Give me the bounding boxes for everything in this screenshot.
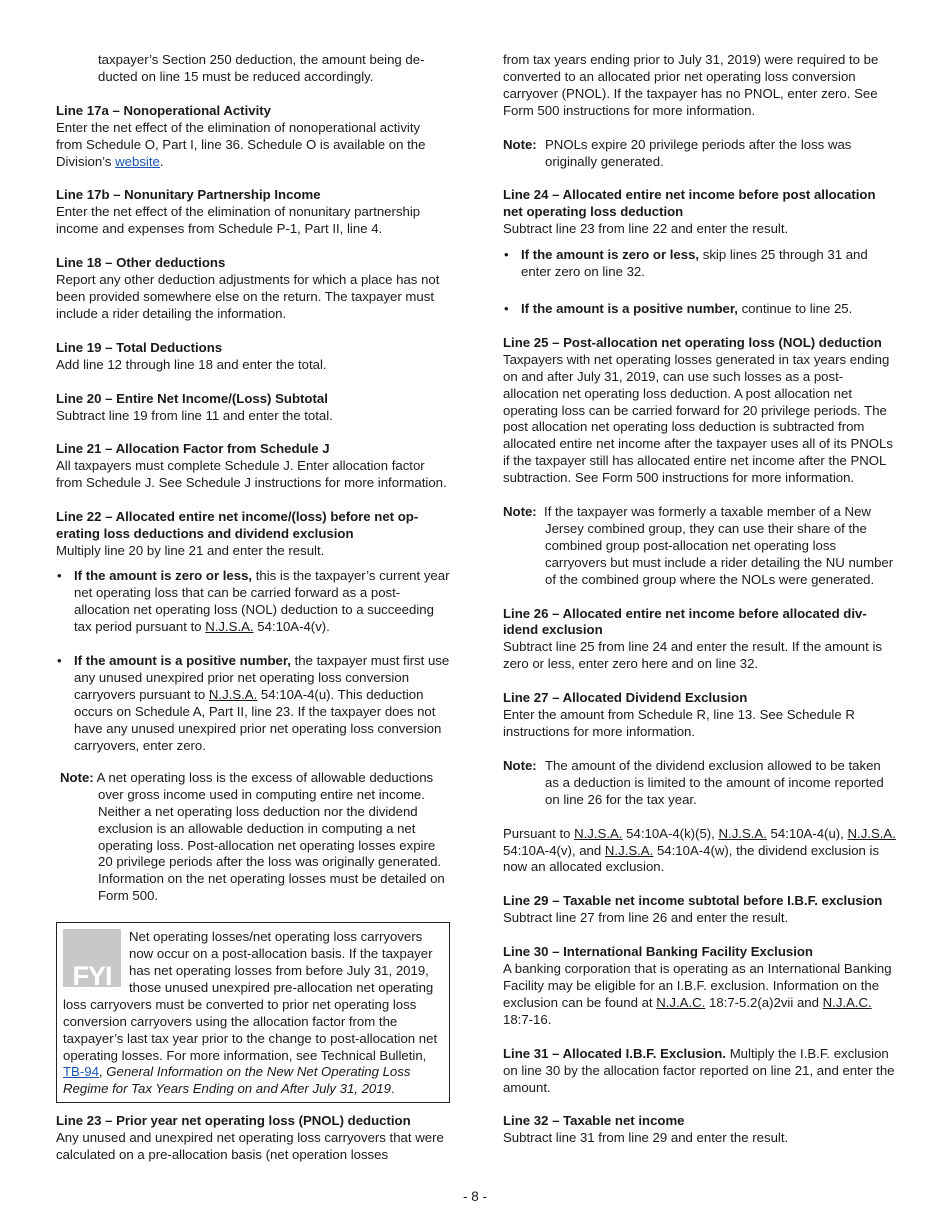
text: A banking corporation that is operating as an International Banking Facility may be eligible for an I.B.F. exclusion. Information on the exclusion can be found at [503, 961, 892, 1010]
section-line-23 [56, 1113, 450, 1164]
note-nol-definition [56, 770, 450, 905]
intro-continuation: taxpayer’s Section 250 deduction, the amount being deducted on line 15 must be reduced accordingly. [98, 52, 425, 84]
punct: , [98, 1064, 107, 1080]
note-label: Note: [503, 136, 537, 152]
section-line-25 [503, 335, 897, 487]
text: 54:10A-4(k)(5), [622, 825, 719, 841]
body-line-25: Taxpayers with net operating losses generated in tax years ending on and after July 31, 2019, can use such losses as a post-allocation net operating loss deduction. A post allocation net operating loss can be carried forward for 20 privilege periods. The post allocation net operating loss deduction is subtracted from allocated entire net income after the taxpayer uses all of its PNOLs if the taxpayer still has allocated entire net income after the PNOL subtraction. See Form 500 instructions for more information. [503, 351, 893, 486]
body-line-32: Subtract line 31 from line 29 and enter the result. [503, 1130, 789, 1146]
text: 18:7-5.2(a)2vii and [705, 994, 823, 1010]
fyi-box [56, 922, 450, 1103]
citation: N.J.S.A. [205, 618, 254, 634]
note-text: PNOLs expire 20 privilege periods after the loss was originally generated. [545, 136, 852, 169]
body-line-24: Subtract line 23 from line 22 and enter the result. [503, 221, 789, 237]
heading-line-24: Line 24 – Allocated entire net income before post allocation net operating loss deduction [503, 187, 876, 220]
bullet-text: continue to line 25. [737, 300, 853, 316]
section-line-27 [503, 690, 897, 741]
section-line-18 [56, 255, 450, 323]
note-label: Note: [60, 769, 94, 785]
text: Multiply the I.B.F. exclusion on line 30 by the allocation factor reported on line 21, and enter the amount. [503, 1045, 895, 1095]
section-line-31 [503, 1046, 897, 1097]
bullet-bold: If the amount is zero or less, [74, 567, 253, 583]
tb-94-link[interactable]: TB-94 [63, 1064, 99, 1080]
bulletin-title: General Information on the New Net Operating Loss Regime for Tax Years Ending on and After July 31, 2019 [63, 1064, 411, 1097]
note-label: Note: [503, 757, 537, 773]
heading-line-32: Line 32 – Taxable net income [503, 1113, 685, 1129]
body-line-19: Add line 12 through line 18 and enter the total. [56, 356, 327, 372]
pursuant-paragraph [503, 826, 897, 877]
body-line-27: Enter the amount from Schedule R, line 13. See Schedule R instructions for more information. [503, 707, 855, 739]
text: 54:10A-4(u), [766, 825, 848, 841]
body-line-18: Report any other deduction adjustments for which a place has not been provided somewhere else on the return. The taxpayer must include a rider detailing the information. [56, 272, 440, 321]
section-line-17a [56, 103, 450, 171]
website-link[interactable]: website [115, 153, 160, 169]
note-text: The amount of the dividend exclusion allowed to be taken as a deduction is limited to the amount of income reported on line 26 for the tax year. [545, 757, 884, 807]
note-dividend-limit [503, 758, 897, 809]
note-combined-group [503, 504, 897, 589]
citation: N.J.A.C. [822, 994, 872, 1010]
citation: N.J.A.C. [656, 994, 706, 1010]
line-23-continuation: from tax years ending prior to July 31, 2019) were required to be converted to an allocated prior net operating loss conversion carryover (PNOL). If the taxpayer has no PNOL, enter zero. See Form 500 instructions for more information. [503, 52, 879, 118]
text: 18:7-16. [503, 1011, 552, 1027]
bullet-text: skip lines 25 through 31 and enter zero on line 32. [521, 247, 868, 280]
body-line-29: Subtract line 27 from line 26 and enter the result. [503, 910, 789, 926]
body-line-31 [503, 1046, 897, 1097]
heading-line-18: Line 18 – Other deductions [56, 255, 226, 271]
bullet-text: the taxpayer must first use any unused unexpired prior net operating loss conversion carryovers pursuant to [74, 653, 450, 703]
fyi-body: Net operating losses/net operating loss carryovers now occur on a post-allocation basis. If the taxpayer has net operating losses from before July 31, 2019, those unused unexpired pre-allocation net operating loss carryovers must be converted to prior net operating loss conversion carryovers using the allocation factor from the taxpayer’s last tax year prior to the change to post-allocation net operating losses. For more information, see Technical Bulletin, [63, 929, 438, 1063]
section-line-26 [503, 606, 897, 674]
text: 54:10A-4(v), and [503, 842, 605, 858]
note-pnol-expire [503, 137, 897, 171]
note-text: If the taxpayer was formerly a taxable member of a New Jersey combined group, they can use their share of the combined group post-allocation net operating loss carryovers but must include a rider detailing the NU number of the combined group where the NOLs were generated. [544, 504, 894, 587]
heading-line-22: Line 22 – Allocated entire net income/(loss) before net operating loss deductions and dividend exclusion [56, 509, 419, 542]
body-line-17b: Enter the net effect of the elimination of nonunitary partnership income and expenses from Schedule P-1, Part II, line 4. [56, 204, 421, 237]
heading-line-23: Line 23 – Prior year net operating loss (PNOL) deduction [56, 1113, 411, 1129]
note-text: A net operating loss is the excess of allowable deductions over gross income used in computing entire net income. Neither a net operating loss deduction nor the dividend exclusion is an allowable deduction in computing a net operating loss. Post-allocation net operating losses expire 20 privilege periods after the loss was originally generated. Information on the net operating losses must be detailed on Form 500. [96, 769, 445, 904]
citation: N.J.S.A. [604, 842, 654, 858]
fyi-badge-icon: FYI [63, 929, 121, 987]
note-label: Note: [503, 504, 537, 520]
section-line-19 [56, 340, 450, 374]
list-item [503, 301, 897, 318]
heading-line-20: Line 20 – Entire Net Income/(Loss) Subtotal [56, 390, 328, 406]
heading-line-19: Line 19 – Total Deductions [56, 339, 223, 355]
text: Pursuant to [503, 825, 575, 841]
heading-line-17a: Line 17a – Nonoperational Activity [56, 102, 271, 118]
bullet-text: this is the taxpayer’s current year net operating loss that can be carried forward as a post-allocation net operating loss (NOL) deduction to a succeeding tax period pursuant to [74, 567, 450, 634]
heading-line-31: Line 31 – Allocated I.B.F. Exclusion. [503, 1045, 727, 1061]
heading-line-30: Line 30 – International Banking Facility Exclusion [503, 944, 813, 960]
body-line-21: All taxpayers must complete Schedule J. Enter allocation factor from Schedule J. See Schedule J instructions for more information. [56, 458, 447, 491]
list-item [503, 247, 897, 281]
citation: N.J.S.A. [574, 825, 623, 841]
bullet-tail: 54:10A-4(u). This deduction occurs on Schedule A, Part II, line 23. If the taxpayer does not have any unused unexpired prior net operating loss conversion carryovers, enter zero. [74, 687, 442, 753]
heading-line-27: Line 27 – Allocated Dividend Exclusion [503, 690, 748, 706]
section-line-21 [56, 441, 450, 492]
page-number: - 8 - [462, 1189, 487, 1204]
heading-line-25: Line 25 – Post-allocation net operating loss (NOL) deduction [503, 334, 882, 350]
heading-line-26: Line 26 – Allocated entire net income before allocated dividend exclusion [503, 605, 867, 638]
bullet-bold: If the amount is a positive number, [521, 300, 738, 316]
line-22-bullets [56, 568, 450, 755]
heading-line-21: Line 21 – Allocation Factor from Schedule J [56, 441, 330, 457]
right-column [503, 52, 897, 1164]
section-line-17b [56, 187, 450, 238]
body-line-26: Subtract line 25 from line 24 and enter the result. If the amount is zero or less, enter zero here and on line 32. [503, 639, 882, 672]
heading-line-29: Line 29 – Taxable net income subtotal before I.B.F. exclusion [503, 893, 883, 909]
body-line-30 [503, 961, 897, 1029]
section-line-32 [503, 1113, 897, 1147]
body-line-17a [56, 120, 450, 171]
body-text: Enter the net effect of the elimination of nonoperational activity from Schedule O, Part I, line 36. Schedule O is available on the Division’s [56, 119, 426, 169]
citation: N.J.S.A. [718, 825, 767, 841]
punct: . [159, 153, 164, 169]
heading-line-17b: Line 17b – Nonunitary Partnership Income [56, 187, 321, 203]
punct: . [390, 1081, 395, 1097]
section-line-20 [56, 391, 450, 425]
citation: N.J.S.A. [208, 687, 258, 703]
section-line-29 [503, 893, 897, 927]
bullet-tail: 54:10A-4(v). [253, 618, 330, 634]
body-line-20: Subtract line 19 from line 11 and enter the total. [56, 407, 333, 423]
body-line-22: Multiply line 20 by line 21 and enter the result. [56, 542, 325, 558]
bullet-bold: If the amount is zero or less, [521, 247, 700, 263]
section-line-24 [503, 187, 897, 317]
text: 54:10A-4(w), the dividend exclusion is now an allocated exclusion. [503, 842, 880, 875]
list-item [56, 653, 450, 754]
body-line-23: Any unused and unexpired net operating loss carryovers that were calculated on a pre-allocation basis (net operation losses [56, 1130, 444, 1163]
section-line-30 [503, 944, 897, 1029]
list-item [56, 568, 450, 636]
line-24-bullets [503, 247, 897, 318]
bullet-bold: If the amount is a positive number, [74, 653, 291, 669]
left-column [56, 52, 450, 1164]
section-line-22 [56, 509, 450, 755]
citation: N.J.S.A. [847, 825, 896, 841]
